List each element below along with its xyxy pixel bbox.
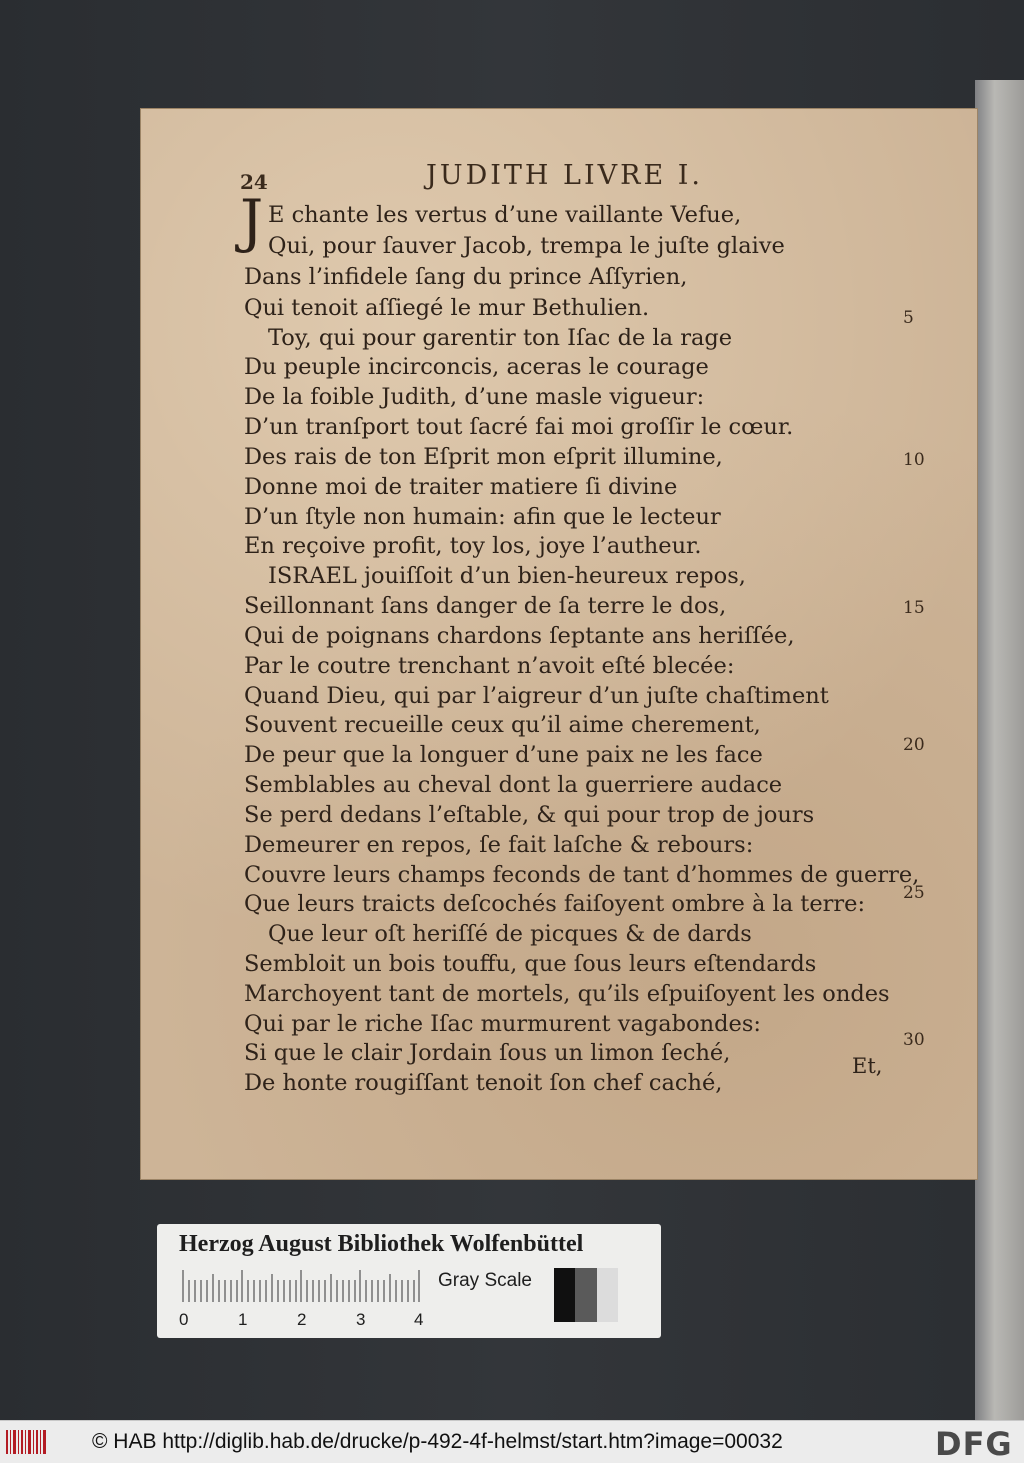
color-scale-card — [157, 1224, 661, 1338]
verse-line: Demeurer en repos, ſe fait laſche & rebours: — [244, 832, 754, 858]
book-page — [140, 108, 978, 1180]
gray-swatches — [554, 1268, 618, 1322]
gray-swatch-black — [554, 1268, 575, 1322]
verse-block — [140, 108, 978, 1180]
ruler-digit: 2 — [297, 1310, 307, 1329]
verse-line: Se perd dedans l’eſtable, & qui pour trop de jours — [244, 802, 815, 828]
line-number: 10 — [903, 450, 925, 470]
library-name: Herzog August Bibliothek Wolfenbüttel — [179, 1231, 584, 1257]
verse-line: De peur que la longuer d’une paix ne les face — [244, 742, 763, 768]
verse-line: Donne moi de traiter matiere ſi divine — [244, 474, 678, 500]
verse-line: Toy, qui pour garentir ton Iſac de la rage — [268, 325, 733, 351]
verse-line: En reçoive profit, toy los, joye l’autheur. — [244, 533, 702, 559]
verse-line: D’un ſtyle non humain: afin que le lecteur — [244, 504, 721, 530]
ruler-digit: 0 — [179, 1310, 189, 1329]
verse-line: Semblables au cheval dont la guerriere audace — [244, 772, 783, 798]
verse-line: Des rais de ton Eſprit mon eſprit illumine, — [244, 444, 723, 470]
verse-line: E chante les vertus d’une vaillante Vefue, — [268, 202, 742, 228]
gray-scale-label: Gray Scale — [438, 1270, 532, 1291]
verse-line: Qui, pour ſauver Jacob, trempa le juſte glaive — [268, 233, 785, 259]
catchword: Et, — [852, 1054, 883, 1078]
verse-line: Que leur oſt heriſſé de picques & de dards — [268, 921, 752, 947]
verse-line: Sembloit un bois touffu, que ſous leurs eſtendards — [244, 951, 817, 977]
copyright-url[interactable]: © HAB http://diglib.hab.de/drucke/p-492-4f-helmst/start.htm?image=00032 — [92, 1430, 783, 1453]
line-number: 25 — [903, 883, 925, 903]
verse-line: ISRAEL jouiſſoit d’un bien-heureux repos, — [268, 563, 746, 589]
gray-swatch-mid — [575, 1268, 596, 1322]
verse-line: De honte rougiſſant tenoit ſon chef caché, — [244, 1070, 723, 1096]
verse-line: Couvre leurs champs feconds de tant d’hommes de guerre, — [244, 862, 920, 888]
verse-line: Qui par le riche Iſac murmurent vagabondes: — [244, 1011, 761, 1037]
dfg-logo: DFG — [935, 1425, 1013, 1463]
right-page-edge — [975, 80, 1024, 1420]
verse-line: Du peuple incirconcis, aceras le courage — [244, 354, 709, 380]
ruler-ticks — [181, 1270, 421, 1302]
line-number: 5 — [903, 308, 914, 328]
verse-line: Dans l’infidele ſang du prince Aſſyrien, — [244, 264, 688, 290]
viewer-footer — [0, 1420, 1024, 1463]
line-number: 20 — [903, 735, 925, 755]
line-number: 30 — [903, 1030, 925, 1050]
page-number: 24 — [240, 170, 268, 194]
drop-cap: J — [240, 187, 264, 255]
barcode-icon — [6, 1428, 48, 1456]
ruler-digit: 1 — [238, 1310, 248, 1329]
verse-line: Que leurs traicts deſcochés faiſoyent ombre à la terre: — [244, 891, 866, 917]
verse-line: Marchoyent tant de mortels, qu’ils eſpuiſoyent les ondes — [244, 981, 890, 1007]
line-number: 15 — [903, 598, 925, 618]
gray-swatch-light — [597, 1268, 618, 1322]
verse-line: Qui tenoit aſſiegé le mur Bethulien. — [244, 295, 650, 321]
ruler-digit: 4 — [414, 1310, 424, 1329]
running-title: JUDITH LIVRE I. — [426, 160, 703, 191]
verse-line: Souvent recueille ceux qu’il aime cherement, — [244, 712, 761, 738]
verse-line: D’un tranſport tout ſacré fai moi groſſir le cœur. — [244, 414, 794, 440]
verse-line: De la foible Judith, d’une masle vigueur: — [244, 384, 705, 410]
verse-line: Quand Dieu, qui par l’aigreur d’un juſte chaſtiment — [244, 683, 829, 709]
ruler-digit: 3 — [356, 1310, 366, 1329]
verse-line: Seillonnant ſans danger de ſa terre le dos, — [244, 593, 727, 619]
verse-line: Qui de poignans chardons ſeptante ans heriſſée, — [244, 623, 795, 649]
verse-line: Par le coutre trenchant n’avoit eſté blecée: — [244, 653, 735, 679]
verse-line: Si que le clair Jordain ſous un limon ſeché, — [244, 1040, 731, 1066]
